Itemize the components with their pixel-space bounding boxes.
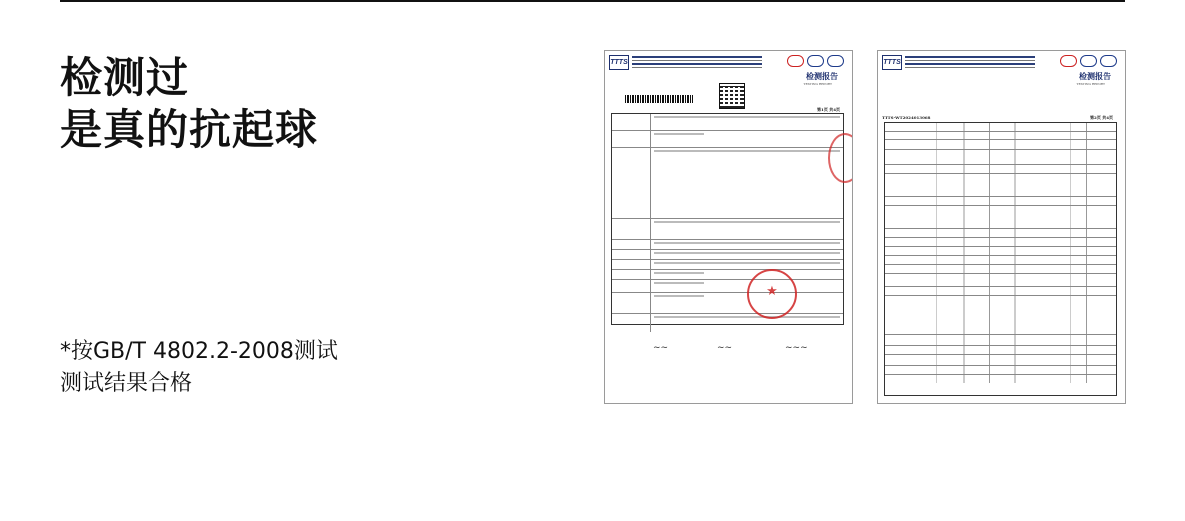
top-divider <box>60 0 1125 2</box>
test-note-line-1: *按GB/T 4802.2-2008测试 <box>60 339 338 364</box>
report-table <box>611 113 844 325</box>
results-table <box>884 122 1117 396</box>
test-report-page-1 <box>604 50 853 404</box>
report-subtitle: TESTING REPORT <box>1076 82 1105 86</box>
report-number: TTTS-WT2024013068 <box>882 115 931 120</box>
org-header <box>632 54 762 68</box>
logo-icon: TTTS <box>609 55 629 70</box>
red-seal-icon <box>747 269 797 319</box>
report-title: 检测报告 <box>806 72 838 81</box>
test-note <box>60 336 338 400</box>
headline <box>60 52 318 156</box>
page-number: 第2页 共4页 <box>1090 115 1113 120</box>
headline-line-1: 检测过 <box>60 53 190 102</box>
report-subtitle: TESTING REPORT <box>803 82 832 86</box>
test-note-line-2: 测试结果合格 <box>60 371 193 396</box>
barcode-icon <box>625 95 693 103</box>
accreditation-mark-icon <box>1060 55 1117 67</box>
org-header <box>905 54 1035 68</box>
page-number: 第1页 共4页 <box>817 107 840 112</box>
signature: ~~~ <box>785 343 808 353</box>
accreditation-mark-icon <box>787 55 844 67</box>
logo-icon: TTTS <box>882 55 902 70</box>
headline-line-2: 是真的抗起球 <box>60 105 319 154</box>
test-report-page-2 <box>877 50 1126 404</box>
signature: ~~ <box>717 343 733 353</box>
signature: ~~ <box>653 343 669 353</box>
report-title: 检测报告 <box>1079 72 1111 81</box>
qr-code-icon <box>719 83 745 109</box>
